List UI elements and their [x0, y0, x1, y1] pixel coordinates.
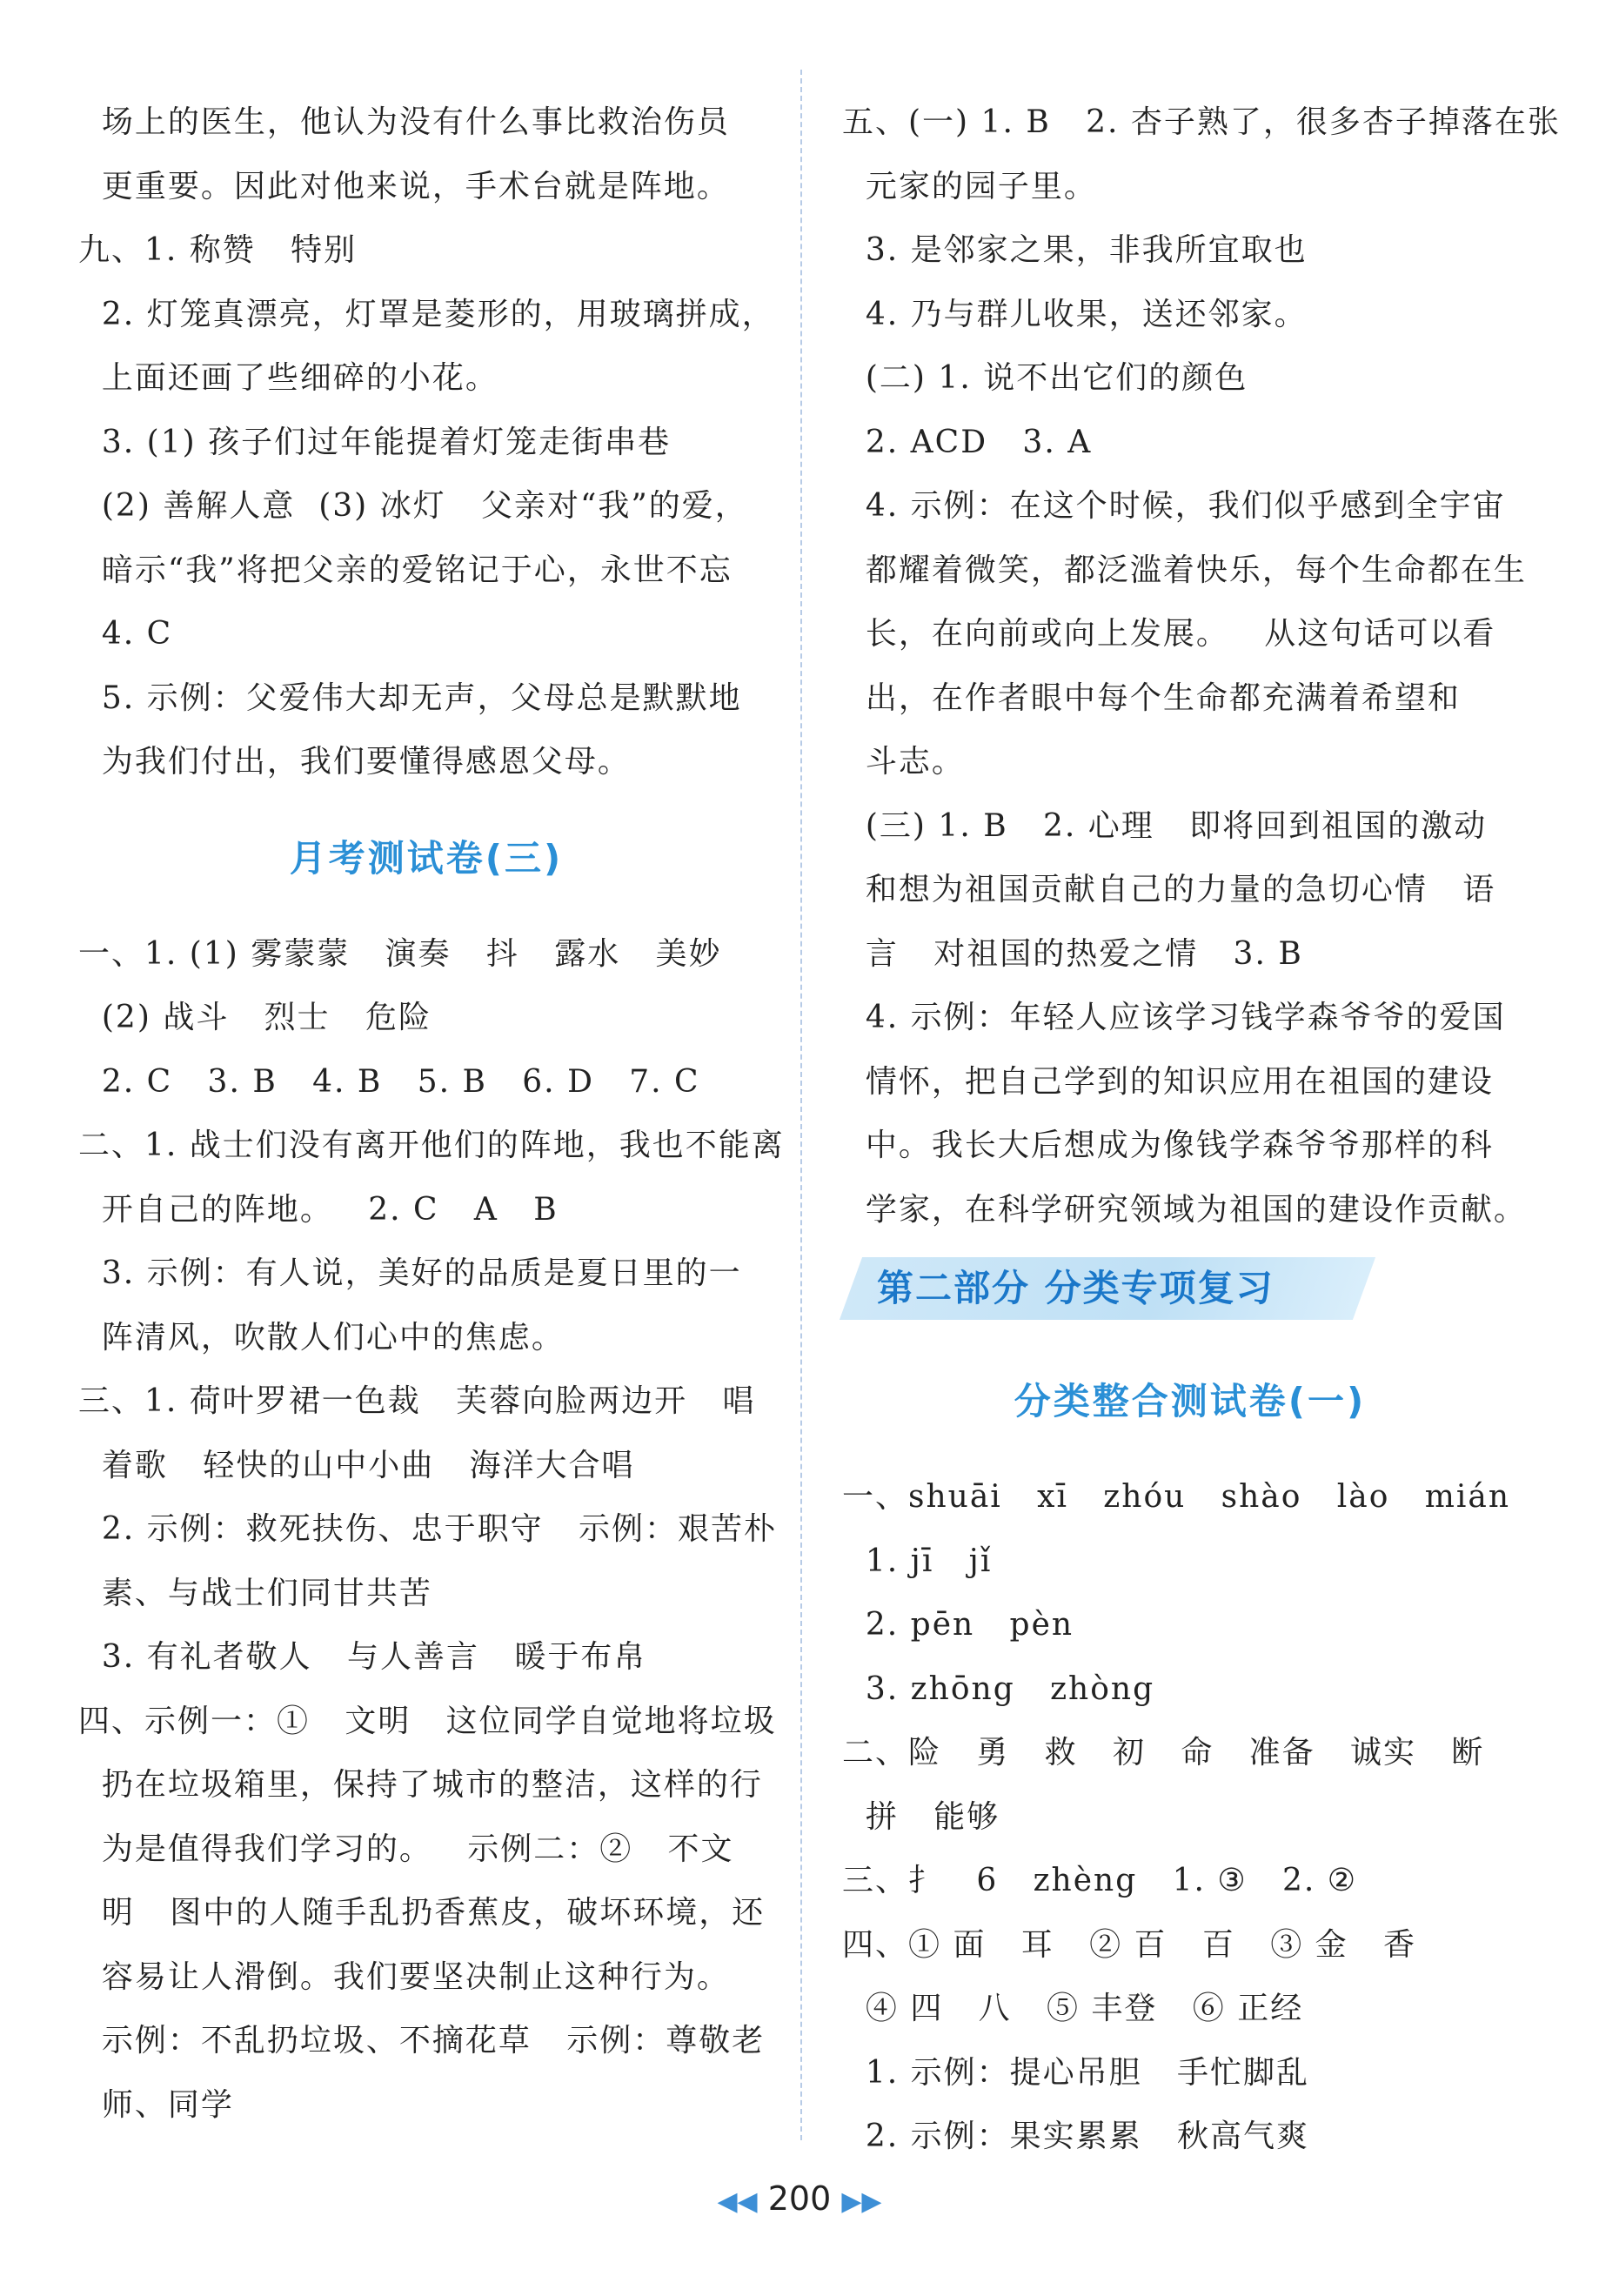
answer-line: 3. 有礼者敬人 与人善言 暖于布帛: [78, 1639, 647, 1675]
left-column: [78, 90, 785, 2137]
page-footer: [0, 2179, 1599, 2218]
answer-line: 学家，在科学研究领域为祖国的建设作贡献。: [842, 1191, 1527, 1228]
answer-line: 2. 示例：救死扶伤、忠于职守 示例：艰苦朴: [78, 1511, 778, 1547]
banner-title: 第二部分 分类专项复习: [877, 1267, 1275, 1309]
left-answers-top: [78, 90, 774, 794]
answer-line: (三) 1. B 2. 心理 即将回到祖国的激动: [842, 807, 1488, 844]
answer-line: 二、1. 战士们没有离开他们的阵地，我也不能离: [78, 1128, 785, 1163]
prev-page-arrow-icon[interactable]: ◀◀: [717, 2186, 758, 2217]
answer-line: 三、1. 荷叶罗裙一色裁 芙蓉向脸两边开 唱: [78, 1383, 756, 1419]
answer-line: 更重要。因此对他来说，手术台就是阵地。: [78, 168, 730, 204]
answer-line: 都耀着微笑，都泛滥着快乐，每个生命都在生: [842, 552, 1527, 588]
answer-line: 3. 示例：有人说，美好的品质是夏日里的一: [78, 1255, 742, 1291]
answer-line: 暗示“我”将把父亲的爱铭记于心，永世不忘: [78, 552, 733, 588]
answer-line: 明 图中的人随手乱扔香蕉皮，破坏环境，还: [78, 1895, 766, 1931]
answer-line: 九、1. 称赞 特别: [78, 232, 358, 268]
answer-line: 开自己的阵地。 2. C A B: [78, 1191, 559, 1228]
answer-line: (2) 战斗 烈士 危险: [78, 1000, 432, 1035]
answer-line: 中。我长大后想成为像钱学森爷爷那样的科: [842, 1128, 1494, 1163]
answer-line: 3. zhōng zhòng: [842, 1670, 1155, 1707]
answer-line: 5. 示例：父爱伟大却无声，父母总是默默地: [78, 679, 742, 716]
answer-line: 4. 示例：在这个时候，我们似乎感到全宇宙: [842, 488, 1506, 524]
answer-line: 为是值得我们学习的。 示例二：② 不文: [78, 1831, 734, 1867]
section-title-category-test-1: 分类整合测试卷(一): [1014, 1380, 1367, 1422]
answer-line: 四、示例一：① 文明 这位同学自觉地将垃圾: [78, 1703, 777, 1739]
answer-line: 上面还画了些细碎的小花。: [78, 360, 498, 396]
next-page-arrow-icon[interactable]: ▶▶: [841, 2186, 882, 2217]
answer-line: 1. jī jǐ: [842, 1543, 993, 1579]
column-divider: [800, 70, 802, 2140]
right-answers-bottom: [842, 1465, 1538, 2169]
answer-line: 2. 灯笼真漂亮，灯罩是菱形的，用玻璃拼成，: [78, 296, 775, 332]
answer-line: 4. 示例：年轻人应该学习钱学森爷爷的爱国: [842, 1000, 1506, 1035]
answer-line: 示例：不乱扔垃圾、不摘花草 示例：尊敬老: [78, 2023, 766, 2058]
answer-line: 素、与战士们同甘共苦: [78, 1575, 432, 1611]
answer-line: 长，在向前或向上发展。 从这句话可以看: [842, 616, 1496, 652]
answer-line: 容易让人滑倒。我们要坚决制止这种行为。: [78, 1958, 730, 1995]
part-two-banner: [842, 1242, 1538, 1337]
answer-line: 4. C: [78, 616, 173, 652]
left-answers-bottom: [78, 922, 785, 2138]
answer-line: 一、shuāi xī zhóu shào lào mián: [842, 1479, 1511, 1515]
answer-line: 和想为祖国贡献自己的力量的急切心情 语: [842, 872, 1496, 907]
answer-line: 元家的园子里。: [842, 168, 1097, 204]
answer-line: 三、扌 6 zhèng 1. ③ 2. ②: [842, 1863, 1358, 1898]
answer-line: 2. pēn pèn: [842, 1607, 1074, 1643]
answer-line: 四、① 面 耳 ② 百 百 ③ 金 香: [842, 1926, 1416, 1963]
answer-line: 阵清风，吹散人们心中的焦虑。: [78, 1319, 565, 1356]
answer-line: 着歌 轻快的山中小曲 海洋大合唱: [78, 1447, 635, 1483]
answer-line: 情怀，把自己学到的知识应用在祖国的建设: [842, 1063, 1494, 1100]
answer-line: 为我们付出，我们要懂得感恩父母。: [78, 744, 631, 780]
answer-line: 场上的医生，他认为没有什么事比救治伤员: [78, 104, 730, 140]
answer-line: (2) 善解人意 (3) 冰灯 父亲对“我”的爱，: [78, 488, 748, 524]
page-number: 200: [767, 2179, 832, 2218]
answer-line: 言 对祖国的热爱之情 3. B: [842, 935, 1303, 972]
answer-line: 斗志。: [842, 744, 965, 780]
answer-line: 五、(一) 1. B 2. 杏子熟了，很多杏子掉落在张: [842, 104, 1561, 140]
answer-line: (二) 1. 说不出它们的颜色: [842, 360, 1248, 396]
answer-line: 二、险 勇 救 初 命 准备 诚实 断: [842, 1735, 1485, 1771]
answer-line: 2. C 3. B 4. B 5. B 6. D 7. C: [78, 1063, 700, 1100]
answer-line: 3. (1) 孩子们过年能提着灯笼走街串巷: [78, 424, 672, 460]
answer-line: 3. 是邻家之果，非我所宜取也: [842, 232, 1308, 268]
answer-line: 一、1. (1) 雾蒙蒙 演奏 抖 露水 美妙: [78, 935, 722, 972]
answer-line: 1. 示例：提心吊胆 手忙脚乱: [842, 2054, 1310, 2091]
answer-line: 2. ACD 3. A: [842, 424, 1093, 460]
right-answers-top: [842, 90, 1561, 1242]
answer-line: 4. 乃与群儿收果，送还邻家。: [842, 296, 1308, 332]
answer-line: 2. 示例：果实累累 秋高气爽: [842, 2119, 1310, 2154]
answer-line: ④ 四 八 ⑤ 丰登 ⑥ 正经: [842, 1991, 1304, 2026]
answer-line: 出，在作者眼中每个生命都充满着希望和: [842, 679, 1461, 716]
answer-line: 拼 能够: [842, 1798, 1000, 1835]
right-column: [842, 90, 1561, 2169]
answer-line: 扔在垃圾箱里，保持了城市的整洁，这样的行: [78, 1767, 763, 1803]
answer-line: 师、同学: [78, 2086, 234, 2123]
section-title-monthly-test-3: 月考测试卷(三): [289, 836, 564, 880]
